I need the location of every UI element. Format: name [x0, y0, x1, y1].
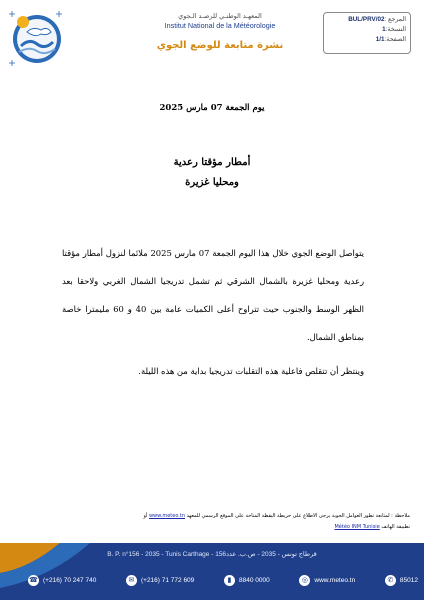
reference-row — [328, 15, 406, 25]
footer — [0, 543, 424, 600]
phone-number: (+216) 70 247 740 — [43, 577, 97, 584]
footnote — [14, 511, 410, 533]
page-value: 1/1 — [375, 36, 385, 43]
footer-address: B. P. n°156 - 2035 - Tunis Carthage - قرطاج تونس - 2035 - ص.ب. عدد156 — [107, 551, 317, 558]
reference-label: المرجع : — [384, 16, 406, 23]
app-label: تطبيقة الهاتف — [381, 524, 410, 530]
footnote-text: ملاحظة : لمتابعة تطور العوامل الجوية يرجى الاطلاع على خريطة اليقظة المتاحة على الموقع الرسمي للمعهد — [186, 513, 410, 519]
globe-icon: ◎ — [299, 575, 310, 586]
version-row — [328, 25, 406, 35]
institute-name-ar: المعهـد الوطنـي للرصـد الـجوي — [178, 12, 262, 20]
fax-icon: ✉ — [126, 575, 137, 586]
version-label: النسخة: — [385, 26, 406, 33]
institute-name-fr: Institut National de la Météorologie — [164, 21, 276, 30]
body-closing: وينتظر أن تتقلص فاعلية هذه التقلبات تدريجيا بداية من هذه الليلة. — [138, 366, 364, 376]
mobile-icon: ▮ — [224, 575, 235, 586]
document-reference-box — [323, 12, 411, 54]
footer-website[interactable]: www.meteo.tn — [314, 577, 356, 584]
reference-value: BUL/PRV/02 — [348, 16, 385, 23]
bulletin-body — [62, 239, 364, 385]
short-number: 8840 0000 — [238, 577, 270, 584]
bulletin-title: نشرة متابعة للوضع الجوي — [156, 40, 284, 51]
headline — [0, 153, 424, 193]
phone-icon: ☎ — [29, 577, 38, 584]
headline-line-2: ومحليا غزيرة — [185, 177, 239, 188]
inm-logo — [7, 8, 65, 68]
contact-number — [224, 575, 270, 586]
page-label: الصفحة: — [384, 36, 406, 43]
sms-icon: ✆ — [385, 575, 396, 586]
contact-sms — [385, 575, 418, 586]
footer-contacts — [28, 575, 418, 586]
fax-number: (+216) 71 772 609 — [140, 577, 195, 584]
website-link[interactable]: www.meteo.tn — [148, 513, 186, 519]
headline-line-1: أمطار مؤقتا رعدية — [173, 157, 251, 168]
footnote-or: أو — [143, 513, 148, 519]
app-link[interactable]: Météo INM Tunisie — [334, 524, 380, 530]
sms-number: 85012 — [399, 577, 418, 584]
institute-header — [120, 12, 320, 51]
page-row — [328, 35, 406, 45]
footnote-line-2 — [14, 522, 410, 533]
contact-fax — [126, 575, 194, 586]
inm-logo-graphic — [7, 8, 65, 68]
version-value: 1 — [382, 26, 386, 33]
contact-website — [299, 575, 355, 586]
bulletin-date: يوم الجمعة 07 مارس 2025 — [159, 103, 265, 113]
footnote-line-1 — [14, 511, 410, 522]
body-paragraph: يتواصل الوضع الجوي خلال هذا اليوم الجمعة 07 مارس 2025 ملائما لنزول أمطار مؤقتا رعدية ومحليا غزيرة بالشمال الشرقي ثم تشمل تدريجيا الشمال الغربي ولاحقا بعد الظهر الوسط والجنوب حيث تتراوح أعلى الكميات عامة بين 40 و 60 مليمترا خاصة بمناطق الشمال. — [62, 248, 364, 342]
contact-phone — [28, 575, 96, 586]
